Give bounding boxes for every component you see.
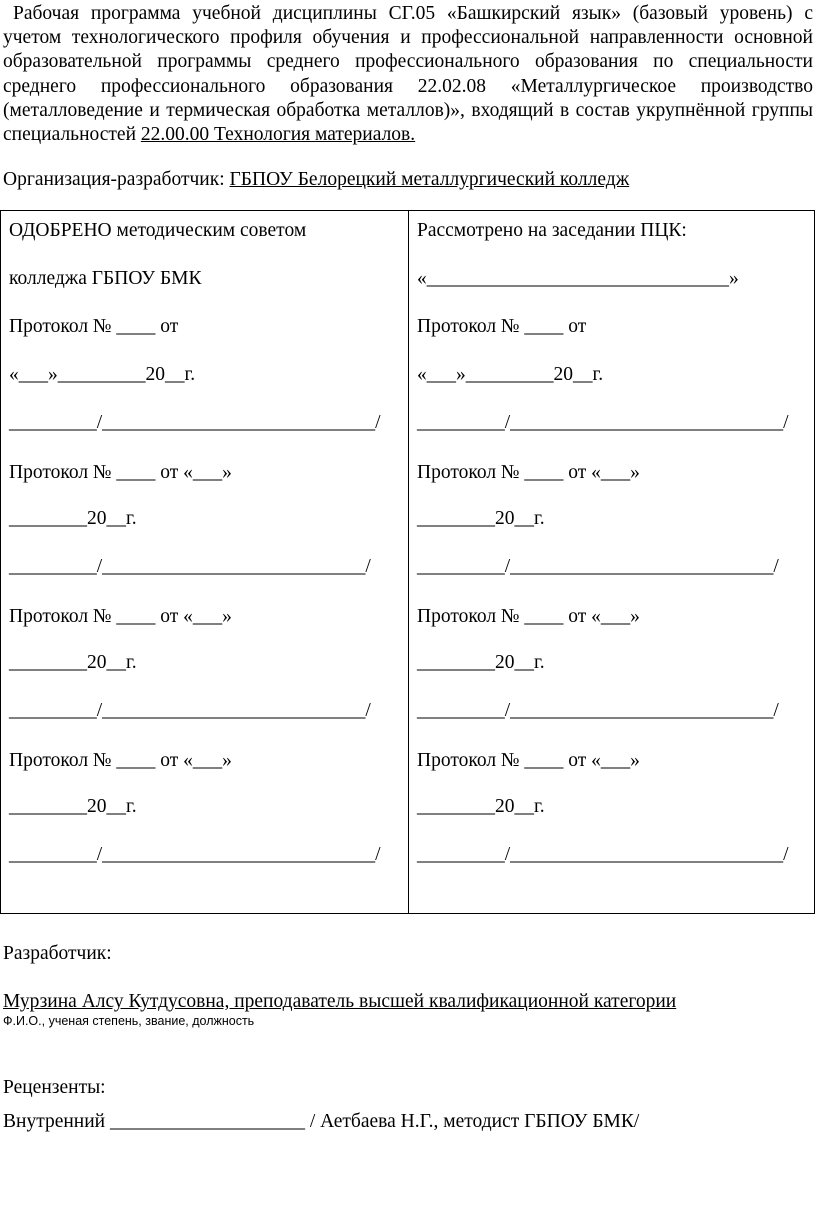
intro-specialty-group: 22.00.00 Технология материалов.	[140, 124, 416, 146]
left-line-2: колледжа ГБПОУ БМК	[9, 268, 202, 289]
approval-table	[0, 210, 815, 914]
internal-reviewer-line: Внутренний ____________________ / Аетбаева Н.Г., методист ГБПОУ БМК/	[3, 1111, 640, 1132]
developer-label: Разработчик:	[3, 943, 112, 964]
developer-caption: Ф.И.О., ученая степень, звание, должность	[3, 1014, 255, 1028]
right-line-13: ________20__г.	[417, 796, 545, 817]
right-signature-line-3: _________/___________________________/	[417, 700, 779, 721]
right-line-4: «___»_________20__г.	[417, 364, 604, 385]
right-signature-line-1: _________/____________________________/	[417, 412, 789, 433]
left-line-12: Протокол № ____ от «___»	[9, 750, 232, 771]
left-line-3: Протокол № ____ от	[9, 316, 179, 337]
left-signature-line-3: _________/___________________________/	[9, 700, 371, 721]
left-line-4: «___»_________20__г.	[9, 364, 196, 385]
right-signature-line-4: _________/____________________________/	[417, 844, 789, 865]
organization-line	[3, 168, 629, 192]
developer-name: Мурзина Алсу Кутдусовна, преподаватель высшей квалификационной категории	[3, 991, 677, 1012]
left-line-7: ________20__г.	[9, 508, 137, 529]
organization-value: ГБПОУ Белорецкий металлургический колледж	[229, 169, 630, 190]
left-line-10: ________20__г.	[9, 652, 137, 673]
left-line-13: ________20__г.	[9, 796, 137, 817]
right-line-12: Протокол № ____ от «___»	[417, 750, 640, 771]
right-signature-line-2: _________/___________________________/	[417, 556, 779, 577]
left-line-6: Протокол № ____ от «___»	[9, 462, 232, 483]
intro-text: Рабочая программа учебной дисциплины СГ.05 «Башкирский язык» (базовый уровень) с учетом технологического профиля обучения и профессиональной направленности основной образовательной программы среднего профессионального образования по специальности среднего профессионального образования 22.02.08 «Металлургическое производство (металловедение и термическая обработка металлов)», входящий в состав укрупнённой группы специальностей	[3, 3, 813, 146]
left-signature-line-4: _________/____________________________/	[9, 844, 381, 865]
right-line-2: «_______________________________»	[417, 268, 739, 289]
right-line-6: Протокол № ____ от «___»	[417, 462, 640, 483]
right-line-7: ________20__г.	[417, 508, 545, 529]
left-signature-line-2: _________/___________________________/	[9, 556, 371, 577]
left-line-1: ОДОБРЕНО методическим советом	[9, 220, 307, 241]
organization-label: Организация-разработчик:	[3, 169, 230, 190]
reviewers-label: Рецензенты:	[3, 1077, 106, 1098]
right-line-9: Протокол № ____ от «___»	[417, 606, 640, 627]
left-line-9: Протокол № ____ от «___»	[9, 606, 232, 627]
right-line-1: Рассмотрено на заседании ПЦК:	[417, 220, 687, 241]
table-divider	[408, 211, 409, 913]
right-line-3: Протокол № ____ от	[417, 316, 587, 337]
intro-paragraph	[3, 2, 813, 147]
right-line-10: ________20__г.	[417, 652, 545, 673]
left-signature-line-1: _________/____________________________/	[9, 412, 381, 433]
